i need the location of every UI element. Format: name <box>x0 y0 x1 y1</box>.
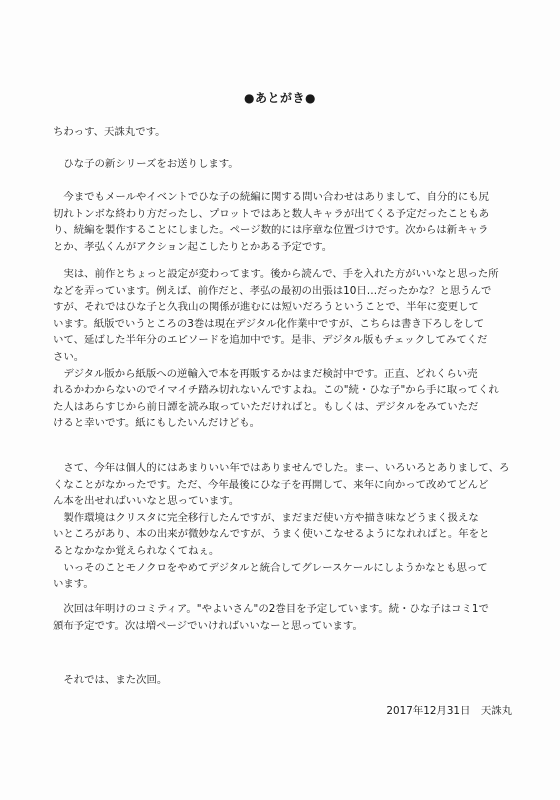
paragraph-sequel-reason <box>53 189 523 255</box>
greeting-paragraph <box>53 124 523 141</box>
text-line: デジタル版から紙版への逆輸入で本を再販するかはまだ検討中です。正直、どれくらい売 <box>53 367 478 380</box>
paragraph-setting-changes <box>53 266 523 432</box>
signature-date: 2017年12月31日 天誅丸 <box>386 705 512 717</box>
text-line: いっそのことモノクロをやめてデジタルと統合してグレースケールにしようかなとも思って <box>53 561 488 574</box>
text-line: り、続編を製作することにしました。ページ数的には序章な位置づけです。次からは新キャラ <box>53 224 489 237</box>
text-line: ちわっす、天誅丸です。 <box>53 126 166 138</box>
text-line: 頒布予定です。次は増ページでいければいいなーと思っています。 <box>53 619 363 632</box>
text-line: すが、それではひな子と久我山の関係が進むには短いだろうということで、半年に変更して <box>53 301 479 314</box>
text-line: います。紙版でいうところの3巻は現在デジタル化作業中ですが、こちらは書き下ろしをして <box>53 317 485 330</box>
text-line: いて、延ばした半年分のエピソードを追加中です。是非、デジタル版もチェックしてみてくだ <box>53 334 488 347</box>
text-line: 次回は年明けのコミティア。"やよいさん"の2巻目を予定しています。続・ひな子はコミ1で <box>53 603 489 615</box>
text-line: います。 <box>53 578 94 591</box>
paragraph-next-event <box>53 601 523 634</box>
text-line: などを弄っています。例えば、前作だと、孝弘の最初の出張は10日…だったかな？と思うんで <box>53 284 492 297</box>
text-line: 切れトンボな終わり方だったし、プロットではあと数人キャラが出てくる予定だったこともあ <box>53 207 490 220</box>
text-line: るとなかなか覚えられなくてねぇ。 <box>53 544 220 557</box>
text-line: れるかわからないのでイマイチ踏み切れないんですよね。この"続・ひな子"から手に取ってくれ <box>53 384 499 397</box>
text-line: とか、孝弘くんがアクション起こしたりとかある予定です。 <box>53 240 333 253</box>
text-line: いところがあり、本の出来が微妙なんですが、うまく使いこなせるようになれればと。年をと <box>53 528 490 541</box>
text-line: た人はあらすじから前日譚を読み取っていただければと。もしくは、デジタルをみていただ <box>53 400 479 413</box>
text-line: 製作環境はクリスタに完全移行したんですが、まだまだ使い方や描き味などうまく扱えな <box>53 511 479 524</box>
page-title: ●あとがき● <box>244 91 316 105</box>
text-line: ん本を出せればいいなと思っています。 <box>53 495 240 508</box>
paragraph-year-review <box>53 460 523 593</box>
text-line: さい。 <box>53 350 85 363</box>
closing-line <box>53 672 523 689</box>
text-line: 今までもメールやイベントでひな子の続編に関する問い合わせはありまして、自分的にも尻 <box>53 191 489 203</box>
text-line: けると幸いです。紙にもしたいんだけども。 <box>53 417 260 430</box>
text-line: さて、今年は個人的にはあまりいい年ではありませんでした。まー、いろいろとありまして、ろ <box>53 462 510 474</box>
text-line: くなことがなかったです。ただ、今年最後にひな子を再開して、来年に向かって改めてどんど <box>53 478 489 491</box>
text-line: それでは、また次回。 <box>53 674 168 686</box>
intro-paragraph <box>53 156 523 173</box>
text-line: 実は、前作とちょっと設定が変わってます。後から読んで、手を入れた方がいいなと思った所 <box>53 268 499 280</box>
text-line: ひな子の新シリーズをお送りします。 <box>53 158 239 170</box>
